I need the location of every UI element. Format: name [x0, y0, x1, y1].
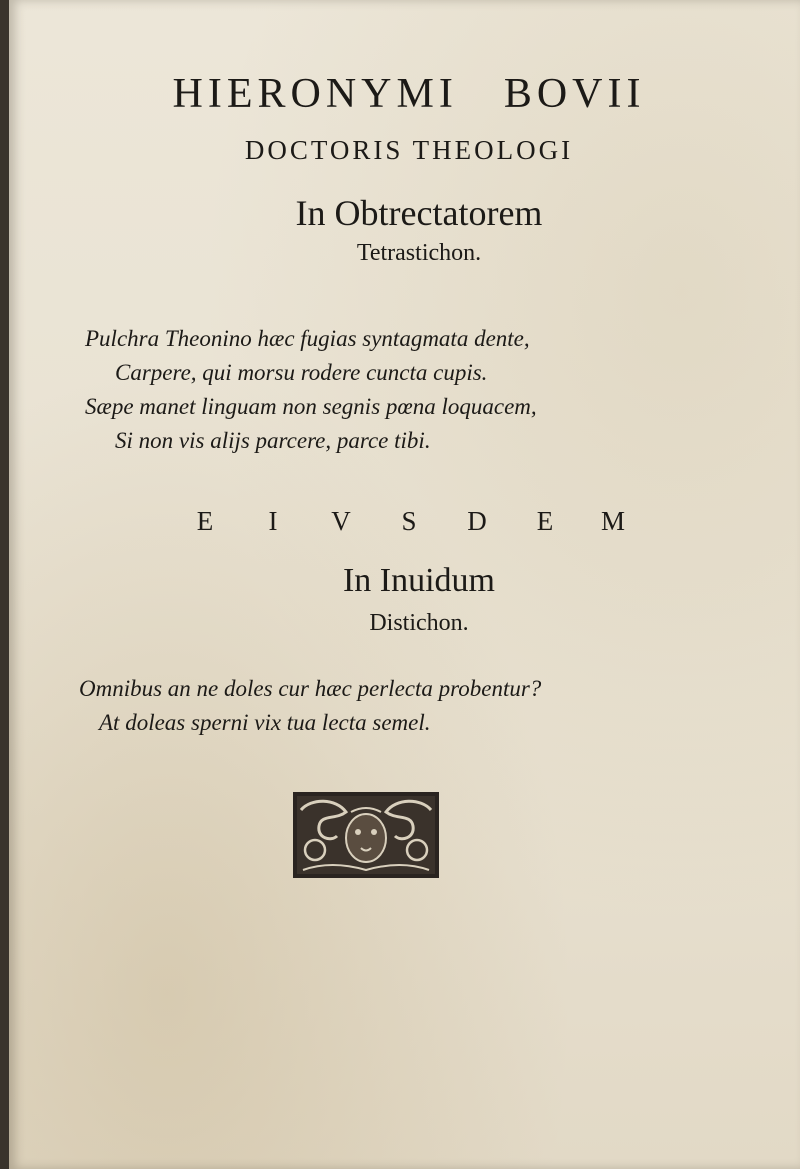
poem-heading: In Obtrectatorem	[295, 193, 543, 233]
eiusdem-letter: S	[401, 506, 417, 536]
eiusdem-letter: D	[467, 506, 487, 536]
verse-line: At doleas sperni vix tua lecta semel.	[99, 710, 431, 735]
verse-line: Pulchra Theonino hæc fugias syntagmata dente,	[85, 326, 530, 351]
author-title: DOCTORIS THEOLOGI	[244, 135, 574, 165]
verse-line: Carpere, qui morsu rodere cuncta cupis.	[115, 360, 488, 385]
author-name	[9, 70, 800, 118]
eiusdem-letter: M	[600, 506, 625, 536]
eiusdem-heading	[9, 506, 800, 537]
poem-subheading: Tetrastichon.	[356, 240, 482, 266]
eiusdem-letter: I	[268, 506, 278, 536]
eiusdem-letter: E	[536, 506, 554, 536]
author-last-name: BOVII	[503, 71, 646, 117]
eiusdem-letter: V	[331, 506, 351, 536]
poem2-heading: In Inuidum	[342, 562, 496, 599]
verse-line: Si non vis alijs parcere, parce tibi.	[115, 428, 431, 453]
author-first-name: HIERONYMI	[172, 71, 458, 117]
printers-ornament-mask-icon	[291, 790, 441, 880]
verse-line: Omnibus an ne doles cur hæc perlecta probentur?	[79, 676, 542, 701]
verse-line: Sæpe manet linguam non segnis pœna loquacem,	[85, 394, 537, 419]
eiusdem-letter: E	[196, 506, 214, 536]
poem2-subheading: Distichon.	[369, 610, 469, 636]
